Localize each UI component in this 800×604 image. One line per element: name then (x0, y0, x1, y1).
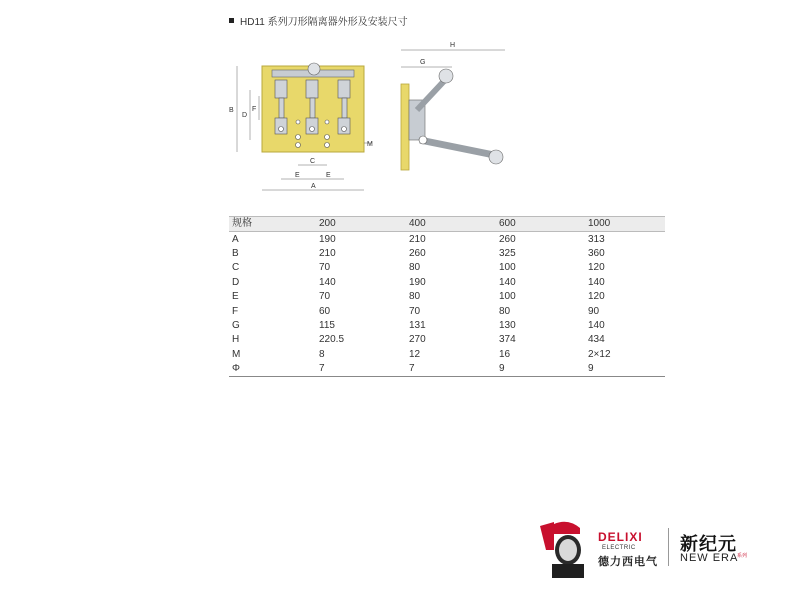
table-cell: 325 (499, 247, 516, 259)
table-cell: B (232, 247, 239, 259)
table-cell: 100 (499, 262, 516, 274)
header-cell: 400 (409, 218, 426, 230)
table-cell: 2×12 (588, 348, 611, 360)
table-cell: 115 (319, 319, 335, 331)
table-cell: 70 (319, 262, 331, 274)
table-cell: 190 (319, 233, 336, 245)
table-cell: A (232, 233, 239, 245)
side-view-drawing (390, 40, 520, 180)
spec-table (229, 216, 665, 377)
table-cell: 220.5 (319, 334, 345, 346)
header-cell: 规格 (232, 218, 252, 230)
table-cell: G (232, 319, 240, 331)
table-cell: 140 (588, 319, 605, 331)
header-cell: 600 (499, 218, 516, 230)
table-cell: 131 (409, 319, 426, 331)
table-cell: 190 (409, 276, 426, 288)
table-cell: 90 (588, 305, 600, 317)
table-cell: 7 (409, 363, 415, 375)
header-cell: 200 (319, 218, 336, 230)
table-cell: D (232, 276, 240, 288)
brand-sub: ELECTRIC (602, 545, 636, 551)
table-cell: C (232, 262, 240, 274)
table-cell: M (232, 348, 241, 360)
table-cell: 8 (319, 348, 325, 360)
mascot-logo-icon (536, 520, 596, 580)
table-row (229, 362, 665, 377)
brand-cn: 德力西电气 (598, 556, 658, 568)
table-row (229, 276, 665, 290)
dim-label-a: A (311, 183, 316, 190)
table-cell: 7 (319, 363, 325, 375)
table-cell: 140 (499, 276, 516, 288)
slogan-cn: 新纪元 (680, 534, 737, 554)
logo-divider (668, 528, 669, 566)
table-row (229, 247, 665, 261)
brand-name: DELIXI (598, 530, 643, 544)
table-cell: 120 (588, 291, 605, 303)
table-cell: F (232, 305, 239, 317)
table-cell: 260 (409, 247, 426, 259)
table-cell: 270 (409, 334, 426, 346)
table-cell: 374 (499, 334, 516, 346)
side-handle-bottom-knob (489, 150, 503, 164)
table-cell: 120 (588, 262, 605, 274)
table-row (229, 232, 665, 247)
slogan-mark: 系列 (737, 553, 748, 559)
table-cell: Φ (232, 363, 240, 375)
dim-label-e1: E (295, 172, 300, 179)
table-row (229, 290, 665, 304)
dim-label-c: C (310, 158, 316, 165)
table-header-row (229, 217, 665, 232)
table-row (229, 348, 665, 362)
front-view-drawing (225, 45, 375, 195)
side-plate (401, 84, 409, 170)
table-cell: 16 (499, 348, 511, 360)
table-row (229, 261, 665, 275)
table-cell: 210 (409, 233, 426, 245)
table-cell: 434 (588, 334, 605, 346)
table-cell: 130 (499, 319, 516, 331)
table-row (229, 304, 665, 318)
table-cell: 70 (319, 291, 331, 303)
dim-label-b: B (229, 107, 234, 114)
heading-text: HD11 系列刀形隔离器外形及安装尺寸 (240, 17, 408, 28)
table-cell: 9 (499, 363, 505, 375)
table-cell: 12 (409, 348, 421, 360)
table-row (229, 319, 665, 333)
table-cell: 260 (499, 233, 516, 245)
dim-label-e2: E (326, 172, 331, 179)
table-row (229, 333, 665, 347)
dim-label-f: F (252, 106, 257, 113)
side-handle-top-knob (439, 69, 453, 83)
section-heading (229, 13, 408, 28)
table-cell: 70 (409, 305, 421, 317)
table-cell: 360 (588, 247, 605, 259)
table-cell: 313 (588, 233, 605, 245)
header-cell: 1000 (588, 218, 611, 230)
table-cell: 9 (588, 363, 594, 375)
table-cell: H (232, 334, 240, 346)
table-cell: 210 (319, 247, 336, 259)
dim-label-g: G (420, 59, 426, 66)
table-cell: 80 (409, 262, 421, 274)
dim-label-m: M (367, 141, 373, 148)
table-cell: 140 (588, 276, 605, 288)
dim-label-d: D (242, 112, 248, 119)
table-cell: 80 (499, 305, 511, 317)
table-cell: 60 (319, 305, 331, 317)
table-cell: 140 (319, 276, 336, 288)
table-cell: 100 (499, 291, 516, 303)
table-cell: 80 (409, 291, 421, 303)
dim-label-h: H (450, 42, 456, 49)
handle-knob (308, 63, 320, 75)
bullet-square-icon (229, 18, 234, 23)
slogan-en: NEW ERA (680, 552, 739, 564)
table-cell: E (232, 291, 239, 303)
